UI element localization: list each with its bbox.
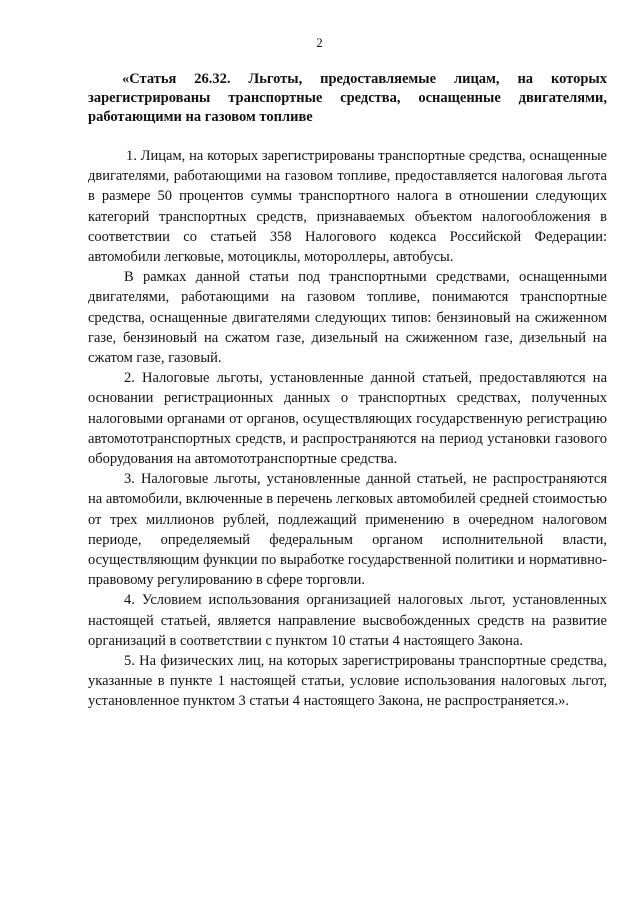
paragraph-definition: В рамках данной статьи под транспортными средствами, оснащенными двигателями, работающими на газовом топливе, понимаются транспортные средства, оснащенные двигателями следующих типов: бензиновый на сжиженном газе, бензиновый на сжатом газе, дизельный на сжиженном газе, дизельный на сжатом газе, газовый.	[88, 269, 607, 367]
article-heading: «Статья 26.32. Льготы, предоставляемые лицам, на которых зарегистрированы транспортные средства, оснащенные двигателями, работающими на газовом топливе	[88, 71, 607, 125]
paragraph-2: 2. Налоговые льготы, установленные данной статьей, предоставляются на основании регистрационных данных о транспортных средствах, полученных налоговыми органами от органов, осуществляющих государственную регистрацию автомототранспортных средств, и распространяются на период установки газового оборудования на автомототранспортные средства.	[88, 370, 607, 468]
paragraph-4: 4. Условием использования организацией налоговых льгот, установленных настоящей статьей, является направление высвобожденных средств на развитие организаций в соответствии с пунктом 10 статьи 4 настоящего Закона.	[88, 592, 607, 649]
article-body	[88, 70, 607, 712]
page-number: 2	[316, 35, 323, 50]
paragraph-5: 5. На физических лиц, на которых зарегистрированы транспортные средства, указанные в пункте 1 настоящей статьи, условие использования налоговых льгот, установленное пунктом 3 статьи 4 настоящего Закона, не распространяется.».	[88, 653, 607, 710]
paragraph-3: 3. Налоговые льготы, установленные данной статьей, не распространяются на автомобили, включенные в перечень легковых автомобилей средней стоимостью от трех миллионов рублей, подлежащий применению в очередном налоговом периоде, определяемый федеральным органом исполнительной власти, осуществляющим функции по выработке государственной политики и нормативно-правовому регулированию в сфере торговли.	[88, 471, 607, 589]
paragraph-1: 1. Лицам, на которых зарегистрированы транспортные средства, оснащенные двигателями, работающими на газовом топливе, предоставляется налоговая льгота в размере 50 процентов суммы транспортного налога в отношении следующих категорий транспортных средств, признаваемых объектом налогообложения в соответствии со статьей 358 Налогового кодекса Российской Федерации: автомобили легковые, мотоциклы, мотороллеры, автобусы.	[88, 148, 607, 266]
